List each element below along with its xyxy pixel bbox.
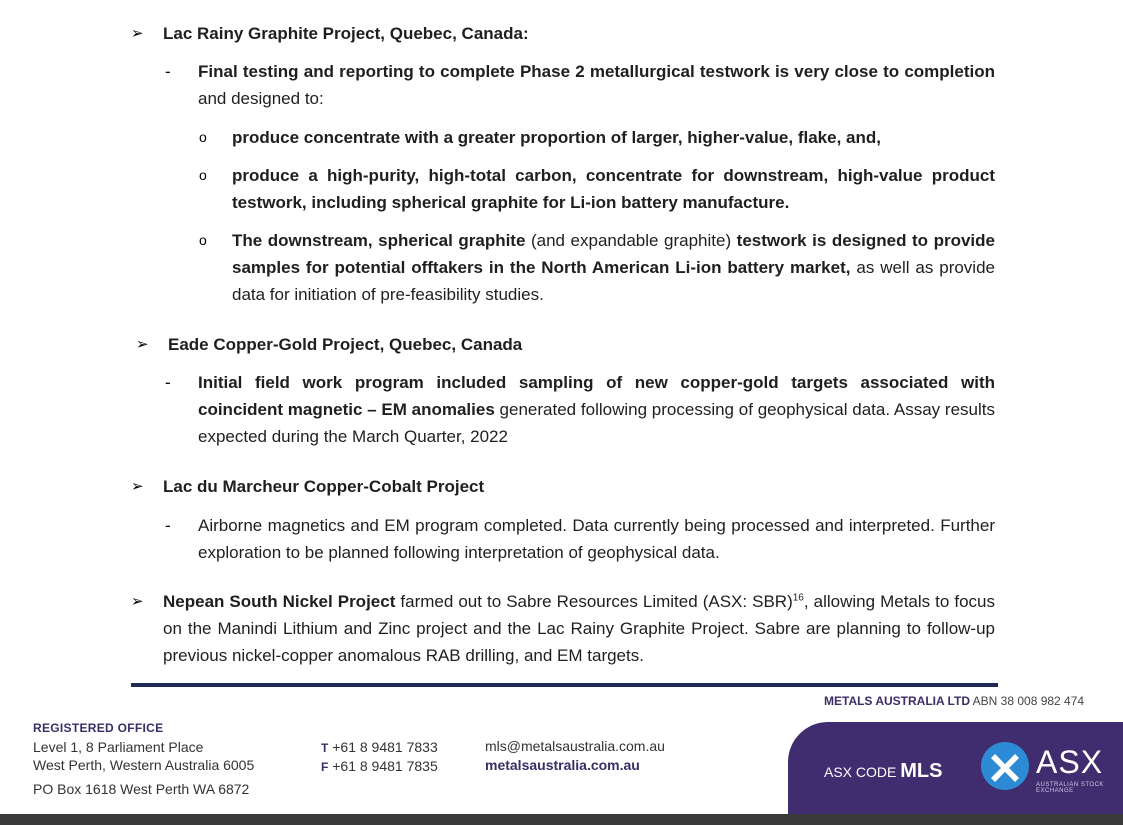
nepean-text-a: farmed out to Sabre Resources Limited (ASX: SBR) [395,592,793,611]
arrow-bullet-icon: ➢ [131,478,144,495]
lac-rainy-item-1-bold: Final testing and reporting to complete Phase 2 metallurgical testwork is very close to completion [198,62,995,81]
fax-line [321,757,438,777]
website-link[interactable]: metalsaustralia.com.au [485,757,640,773]
asx-panel [788,722,1123,814]
arrow-bullet-icon: ➢ [136,336,149,353]
marcheur-heading: Lac du Marcheur Copper-Cobalt Project [163,477,485,496]
asx-code-label: ASX CODE [824,764,897,780]
lac-rainy-sub-3-bold-a: The downstream, spherical graphite [232,231,526,250]
phone-line [321,738,438,758]
asx-logo-subtext: AUSTRALIAN STOCK EXCHANGE [1036,782,1104,794]
asx-code-value: MLS [900,760,943,782]
lac-rainy-item-1 [198,58,995,112]
footnote-ref: 16 [792,592,804,604]
nepean-paragraph [163,588,995,669]
po-box: PO Box 1618 West Perth WA 6872 [33,781,250,797]
eade-item-1-bold: Initial field work program included sampling of new copper-gold targets associated with coincident magnetic – EM anomalies [198,373,995,419]
email-link[interactable]: mls@metalsaustralia.com.au [485,738,665,754]
asx-code [824,760,942,783]
circle-bullet: o [199,129,207,145]
phone-label: T [321,741,329,755]
lac-rainy-sub-1: produce concentrate with a greater proportion of larger, higher-value, flake, and, [232,128,881,147]
company-line [824,694,1084,708]
eade-item-1-rest: generated following processing of geophysical data. Assay results expected during the March Quarter, 2022 [198,400,996,446]
registered-office-heading: REGISTERED OFFICE [33,721,164,735]
company-name: METALS AUSTRALIA LTD [824,694,970,708]
address-line-1: Level 1, 8 Parliament Place [33,739,204,755]
arrow-bullet-icon: ➢ [131,593,144,610]
asx-logo-text: ASX [1036,744,1104,780]
circle-bullet: o [199,167,207,183]
bottom-bar [0,814,1123,825]
marcheur-item-1: Airborne magnetics and EM program completed. Data currently being processed and interpreted. Further exploration to be planned following interpretation of geophysical data. [198,516,995,562]
dash-bullet: - [165,373,171,392]
lac-rainy-sub-3 [232,227,995,308]
footer-divider [131,683,998,687]
eade-heading: Eade Copper-Gold Project, Quebec, Canada [168,335,523,354]
fax-number: +61 8 9481 7835 [332,758,438,774]
circle-bullet: o [199,232,207,248]
asx-cross-icon [981,742,1029,790]
lac-rainy-sub-2: produce a high-purity, high-total carbon, concentrate for downstream, high-value product testwork, including spherical graphite for Li-ion battery manufacture. [232,166,995,212]
dash-bullet: - [165,62,171,81]
lac-rainy-sub-3-bold-b: testwork is designed to provide samples for potential offtakers in the North American Li-ion battery market, [232,231,995,277]
address-line-2: West Perth, Western Australia 6005 [33,757,255,773]
phone-number[interactable]: +61 8 9481 7833 [332,739,438,755]
nepean-text-b: , allowing Metals to focus on the Manindi Lithium and Zinc project and the Lac Rainy Graphite Project. Sabre are planning to follow-up previous nickel-copper anomalous RAB drilling, and EM targets. [163,592,996,665]
lac-rainy-heading: Lac Rainy Graphite Project, Quebec, Canada: [163,24,529,43]
fax-label: F [321,760,329,774]
lac-rainy-sub-3-mid: (and expandable graphite) [525,231,737,250]
asx-logo-icon [981,742,1029,790]
lac-rainy-item-1-rest: and designed to: [198,89,324,108]
company-abn: ABN 38 008 982 474 [969,694,1085,708]
dash-bullet: - [165,516,171,535]
eade-item-1 [198,369,995,450]
lac-rainy-sub-3-rest: as well as provide data for initiation of pre-feasibility studies. [232,258,995,304]
nepean-heading: Nepean South Nickel Project [163,592,396,611]
arrow-bullet-icon: ➢ [131,25,144,42]
